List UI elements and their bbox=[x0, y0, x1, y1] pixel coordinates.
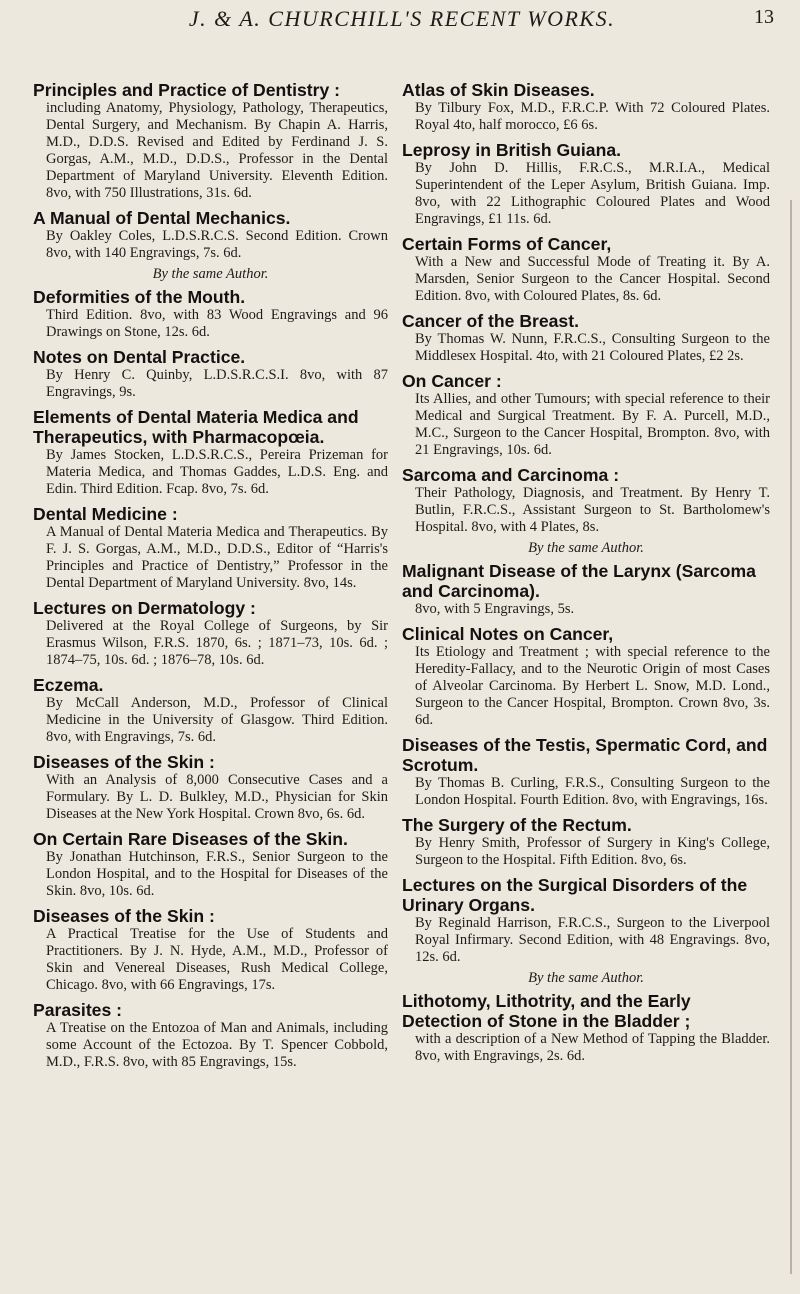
book-entry bbox=[402, 311, 770, 365]
book-description: Third Edition. 8vo, with 83 Wood Engravings and 96 Drawings on Stone, 12s. 6d. bbox=[46, 307, 388, 340]
book-entry bbox=[402, 140, 770, 228]
book-entry bbox=[402, 465, 770, 536]
book-title: Diseases of the Skin : bbox=[33, 752, 215, 772]
book-description: 8vo, with 5 Engravings, 5s. bbox=[415, 601, 575, 617]
book-entry bbox=[33, 407, 388, 498]
same-author-note: By the same Author. bbox=[528, 970, 644, 986]
book-description: By Thomas B. Curling, F.R.S., Consulting Surgeon to the London Hospital. Fourth Edition. 8vo, with Engravings, 16s. bbox=[415, 775, 770, 808]
book-entry bbox=[402, 875, 770, 966]
same-author-note: By the same Author. bbox=[528, 540, 644, 556]
book-entry bbox=[33, 80, 388, 202]
book-description: A Practical Treatise for the Use of Students and Practitioners. By J. N. Hyde, A.M., M.D., Professor of Skin and Venereal Diseases, Rush Medical College, Chicago. 8vo, with 66 Engravings, 17s. bbox=[46, 926, 388, 993]
book-title: Malignant Disease of the Larynx (Sarcoma and Carcinoma). bbox=[402, 561, 756, 601]
book-description: By Reginald Harrison, F.R.C.S., Surgeon to the Liverpool Royal Infirmary. Second Edition, with 48 Engravings. 8vo, 12s. 6d. bbox=[415, 915, 770, 965]
book-title: On Certain Rare Diseases of the Skin. bbox=[33, 829, 348, 849]
book-title: Leprosy in British Guiana. bbox=[402, 140, 621, 160]
book-entry bbox=[33, 1000, 388, 1071]
book-entry bbox=[33, 287, 388, 341]
book-title: Atlas of Skin Diseases. bbox=[402, 80, 595, 100]
book-entry bbox=[402, 80, 770, 134]
book-entry bbox=[402, 991, 770, 1065]
book-description: By James Stocken, L.D.S.R.C.S., Pereira Prizeman for Materia Medica, and Thomas Gaddes, L.D.S. Eng. and Edin. Third Edition. Fcap. 8vo, 7s. 6d. bbox=[46, 447, 388, 497]
book-title: Diseases of the Testis, Spermatic Cord, and Scrotum. bbox=[402, 735, 768, 775]
book-title: Eczema. bbox=[33, 675, 104, 695]
same-author-note: By the same Author. bbox=[152, 266, 269, 282]
book-description: By Thomas W. Nunn, F.R.C.S., Consulting Surgeon to the Middlesex Hospital. 4to, with 21 Coloured Plates, £2 2s. bbox=[415, 331, 770, 364]
book-description: By McCall Anderson, M.D., Professor of Clinical Medicine in the University of Glasgow. Third Edition. 8vo, with Engravings, 7s. 6d. bbox=[46, 695, 388, 745]
book-entry bbox=[33, 347, 388, 401]
book-description: Its Allies, and other Tumours; with special reference to their Medical and Surgical Treatment. By F. A. Purcell, M.D., M.C., Surgeon to the Cancer Hospital, Brompton. 8vo, with 21 Engravings, 10s. 6d. bbox=[415, 391, 770, 458]
book-description: with a description of a New Method of Tapping the Bladder. 8vo, with Engravings, 2s. 6d. bbox=[415, 1031, 770, 1064]
running-title: J. & A. CHURCHILL'S RECENT WORKS. bbox=[188, 6, 616, 31]
book-entry bbox=[33, 675, 388, 746]
book-title: Notes on Dental Practice. bbox=[33, 347, 246, 367]
book-description: By Oakley Coles, L.D.S.R.C.S. Second Edition. Crown 8vo, with 140 Engravings, 7s. 6d. bbox=[46, 228, 388, 261]
book-entry bbox=[402, 735, 770, 809]
book-description: With an Analysis of 8,000 Consecutive Cases and a Formulary. By L. D. Bulkley, M.D., Physician for Skin Diseases at the New York Hospital. Crown 8vo, 6s. 6d. bbox=[46, 772, 388, 822]
book-entry bbox=[33, 906, 388, 994]
book-title: Clinical Notes on Cancer, bbox=[402, 624, 614, 644]
book-title: Sarcoma and Carcinoma : bbox=[402, 465, 620, 485]
book-description: Delivered at the Royal College of Surgeons, by Sir Erasmus Wilson, F.R.S. 1870, 6s. ; 1871–73, 10s. 6d. ; 1874–75, 10s. 6d. ; 1876–78, 10s. 6d. bbox=[46, 618, 388, 668]
book-entry bbox=[33, 598, 388, 669]
book-title: A Manual of Dental Mechanics. bbox=[33, 208, 291, 228]
page-number: 13 bbox=[754, 6, 774, 28]
book-title: The Surgery of the Rectum. bbox=[402, 815, 632, 835]
book-entry bbox=[402, 815, 770, 869]
book-title: Principles and Practice of Dentistry : bbox=[33, 80, 341, 100]
book-description: Its Etiology and Treatment ; with special reference to the Heredity-Fallacy, and to the Neurotic Origin of most Cases of Alveolar Carcinoma. By Herbert L. Snow, M.D. Lond., Surgeon to the Cancer Hospital, Brompton. Crown 8vo, 3s. 6d. bbox=[415, 644, 770, 728]
book-description: With a New and Successful Mode of Treating it. By A. Marsden, Senior Surgeon to the Cancer Hospital. Second Edition. 8vo, with Coloured Plates, 8s. 6d. bbox=[415, 254, 770, 304]
book-entry bbox=[33, 829, 388, 900]
book-description: By Henry Smith, Professor of Surgery in King's College, Surgeon to the Hospital. Fifth Edition. 8vo, 6s. bbox=[415, 835, 770, 868]
book-description: By John D. Hillis, F.R.C.S., M.R.I.A., Medical Superintendent of the Leper Asylum, British Guiana. Imp. 8vo, with 22 Lithographic Coloured Plates and Wood Engravings, £1 11s. 6d. bbox=[415, 160, 770, 227]
book-title: Parasites : bbox=[33, 1000, 122, 1020]
book-description: By Jonathan Hutchinson, F.R.S., Senior Surgeon to the London Hospital, and to the Hospital for Diseases of the Skin. 8vo, 10s. 6d. bbox=[46, 849, 388, 899]
book-title: Elements of Dental Materia Medica and Therapeutics, with Pharmacopœia. bbox=[33, 407, 359, 447]
book-entry bbox=[402, 371, 770, 459]
book-description: including Anatomy, Physiology, Pathology, Therapeutics, Dental Surgery, and Mechanism. By Chapin A. Harris, M.D., D.D.S. Revised and Edited by Ferdinand J. S. Gorgas, A.M., M.D., D.D.S., Professor in the Dental Department of Maryland University. Eleventh Edition. 8vo, with 750 Illustrations, 31s. 6d. bbox=[46, 100, 388, 201]
book-description: By Henry C. Quinby, L.D.S.R.C.S.I. 8vo, with 87 Engravings, 9s. bbox=[46, 367, 388, 400]
book-title: Diseases of the Skin : bbox=[33, 906, 215, 926]
right-column bbox=[402, 80, 770, 1071]
book-entry bbox=[33, 504, 388, 592]
book-title: Dental Medicine : bbox=[33, 504, 178, 524]
book-title: Lithotomy, Lithotrity, and the Early Detection of Stone in the Bladder ; bbox=[402, 991, 691, 1031]
book-title: On Cancer : bbox=[402, 371, 502, 391]
page-edge-rule bbox=[790, 200, 792, 1274]
book-title: Certain Forms of Cancer, bbox=[402, 234, 612, 254]
book-entry bbox=[33, 752, 388, 823]
left-column bbox=[33, 80, 388, 1077]
book-entry bbox=[402, 234, 770, 305]
book-title: Lectures on the Surgical Disorders of the Urinary Organs. bbox=[402, 875, 748, 915]
book-description: Their Pathology, Diagnosis, and Treatment. By Henry T. Butlin, F.R.C.S., Assistant Surgeon to St. Bartholomew's Hospital. 8vo, with 4 Plates, 8s. bbox=[415, 485, 770, 535]
book-title: Lectures on Dermatology : bbox=[33, 598, 256, 618]
book-entry bbox=[33, 208, 388, 262]
book-entry bbox=[402, 561, 770, 618]
book-description: A Treatise on the Entozoa of Man and Animals, including some Account of the Ectozoa. By T. Spencer Cobbold, M.D., F.R.S. 8vo, with 85 Engravings, 15s. bbox=[46, 1020, 388, 1070]
book-description: By Tilbury Fox, M.D., F.R.C.P. With 72 Coloured Plates. Royal 4to, half morocco, £6 6s. bbox=[415, 100, 770, 133]
book-title: Cancer of the Breast. bbox=[402, 311, 579, 331]
book-entry bbox=[402, 624, 770, 729]
book-description: A Manual of Dental Materia Medica and Therapeutics. By F. J. S. Gorgas, A.M., M.D., D.D.S., Editor of “Harris's Principles and Practice of Dentistry,” Professor in the Dental Department of Maryland University. 8vo, 14s. bbox=[46, 524, 388, 591]
running-header bbox=[30, 6, 774, 34]
book-title: Deformities of the Mouth. bbox=[33, 287, 246, 307]
